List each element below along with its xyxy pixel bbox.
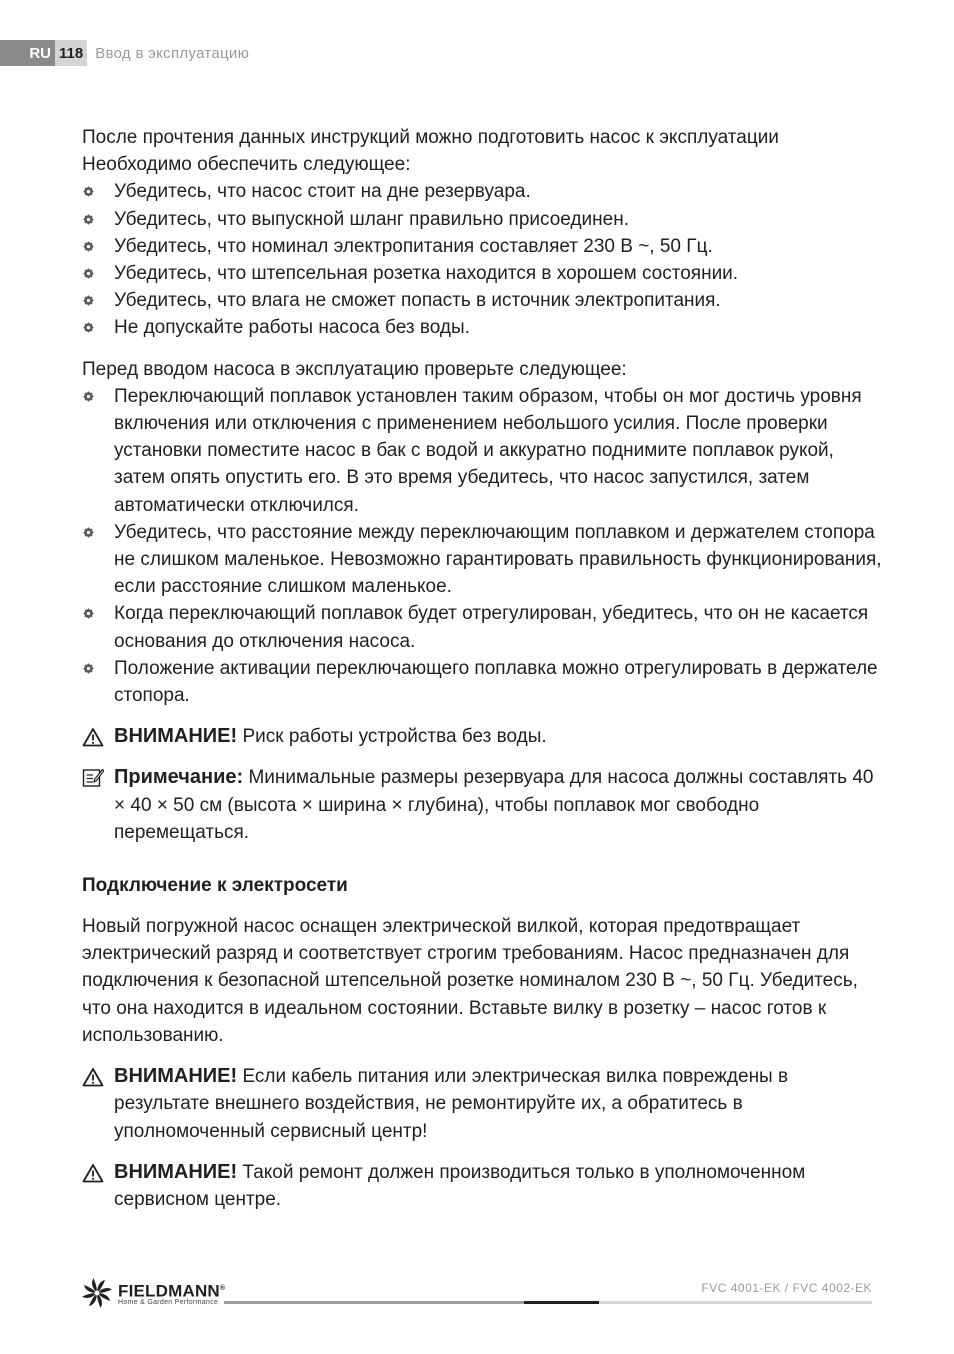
warning-icon: [82, 727, 104, 747]
section-heading: Подключение к электросети: [82, 875, 348, 897]
warning-text: Если кабель питания или электрическая вилка повреждены в результате внешнего воздействия, не ремонтируйте их, а обратитесь в уполномоченный сервисный центр!: [114, 1066, 789, 1142]
note-text: Минимальные размеры резервуара для насоса должны составлять 40 × 40 × 50 см (высота × ширина × глубина), чтобы поплавок мог свободно перемещаться.: [114, 767, 874, 843]
page-number: 118: [55, 40, 87, 66]
intro-line-2: Необходимо обеспечить следующее:: [82, 154, 411, 176]
warning-icon: [82, 1163, 104, 1183]
warning-label: ВНИМАНИЕ!: [114, 725, 238, 748]
footer-line-gray: [224, 1301, 524, 1304]
section-title: Ввод в эксплуатацию: [95, 44, 250, 62]
note-icon: [82, 768, 104, 788]
trademark-sign: ®: [219, 1284, 226, 1292]
warning-notice: [82, 723, 882, 750]
list-item: [82, 655, 882, 709]
warning-label: ВНИМАНИЕ!: [114, 1160, 238, 1183]
list-item-text: Когда переключающий поплавок будет отрегулирован, убедитесь, что он не касается основания до отключения насоса.: [114, 603, 869, 652]
bullet-icon: [82, 240, 95, 253]
bullet-icon: [82, 607, 95, 620]
page-header: [0, 40, 249, 66]
bullet-icon: [82, 321, 95, 334]
list-item: [82, 600, 882, 654]
list-item-text: Убедитесь, что штепсельная розетка находится в хорошем состоянии.: [114, 263, 739, 285]
bullet-icon: [82, 390, 95, 403]
note-label: Примечание:: [114, 766, 244, 789]
list-item: [82, 260, 882, 287]
list-item: [82, 383, 882, 519]
footer-line-light: [599, 1301, 872, 1304]
list-item-text: Убедитесь, что влага не сможет попасть в источник электропитания.: [114, 290, 721, 312]
bullet-icon: [82, 185, 95, 198]
list-item-text: Убедитесь, что выпускной шланг правильно присоединен.: [114, 208, 629, 230]
intro-line-1: После прочтения данных инструкций можно подготовить насос к эксплуатации: [82, 127, 779, 148]
model-number: FVC 4001-EK / FVC 4002-EK: [701, 1281, 872, 1295]
list-item-text: Положение активации переключающего поплавка можно отрегулировать в держателе стопора.: [114, 657, 878, 707]
list-item: [82, 206, 882, 233]
brand-name: FIELDMANN: [118, 1281, 220, 1301]
warning-notice: [82, 1159, 882, 1213]
list-item: [82, 287, 882, 314]
list-item: [82, 519, 882, 601]
fan-logo-icon: [82, 1278, 112, 1308]
bullet-icon: [82, 662, 95, 675]
note-notice: [82, 764, 882, 846]
list-item-text: Не допускайте работы насоса без воды.: [114, 317, 470, 339]
list-item-text: Убедитесь, что насос стоит на дне резервуара.: [114, 181, 531, 203]
list-item-text: Убедитесь, что расстояние между переключающим поплавком и держателем стопора не слишком маленькое. Невозможно гарантировать правильность функционирования, если расстояние слишком маленькое.: [114, 521, 882, 598]
list-item-text: Переключающий поплавок установлен таким образом, чтобы он мог достичь уровня включения или отключения с применением небольшого усилия. После проверки установки поместите насос в бак с водой и аккуратно поднимите поплавок рукой, затем опять опустить его. В это время убедитесь, что насос запустился, затем автоматически отключился.: [114, 385, 862, 516]
check-intro: Перед вводом насоса в эксплуатацию проверьте следующее:: [82, 358, 627, 380]
bullet-icon: [82, 213, 95, 226]
list-item: [82, 314, 882, 341]
list-item: [82, 178, 882, 205]
bullet-icon: [82, 526, 95, 539]
warning-text: Такой ремонт должен производиться только в уполномоченном сервисном центре.: [114, 1161, 806, 1210]
requirements-list: [82, 178, 882, 341]
section-body: Новый погружной насос оснащен электрической вилкой, которая предотвращает электрический разряд и соответствует строгим требованиям. Насос предназначен для подключения к безопасной штепсельной розетке номиналом 230 В ~, 50 Гц. Убедитесь, что она находится в идеальном состоянии. Вставьте вилку в розетку – насос готов к использованию.: [82, 916, 858, 1046]
bullet-icon: [82, 267, 95, 280]
brand-logo: [82, 1278, 225, 1308]
warning-label: ВНИМАНИЕ!: [114, 1065, 238, 1088]
list-item-text: Убедитесь, что номинал электропитания составляет 230 В ~, 50 Гц.: [114, 235, 713, 257]
warning-text: Риск работы устройства без воды.: [237, 726, 547, 748]
language-badge: RU: [0, 40, 55, 66]
warning-notice: [82, 1063, 882, 1145]
footer-line-dark: [524, 1301, 599, 1304]
warning-icon: [82, 1067, 104, 1087]
list-item: [82, 233, 882, 260]
bullet-icon: [82, 294, 95, 307]
check-list: [82, 383, 882, 709]
page-content: [82, 124, 882, 1227]
brand-tagline: Home & Garden Performance: [118, 1299, 219, 1307]
